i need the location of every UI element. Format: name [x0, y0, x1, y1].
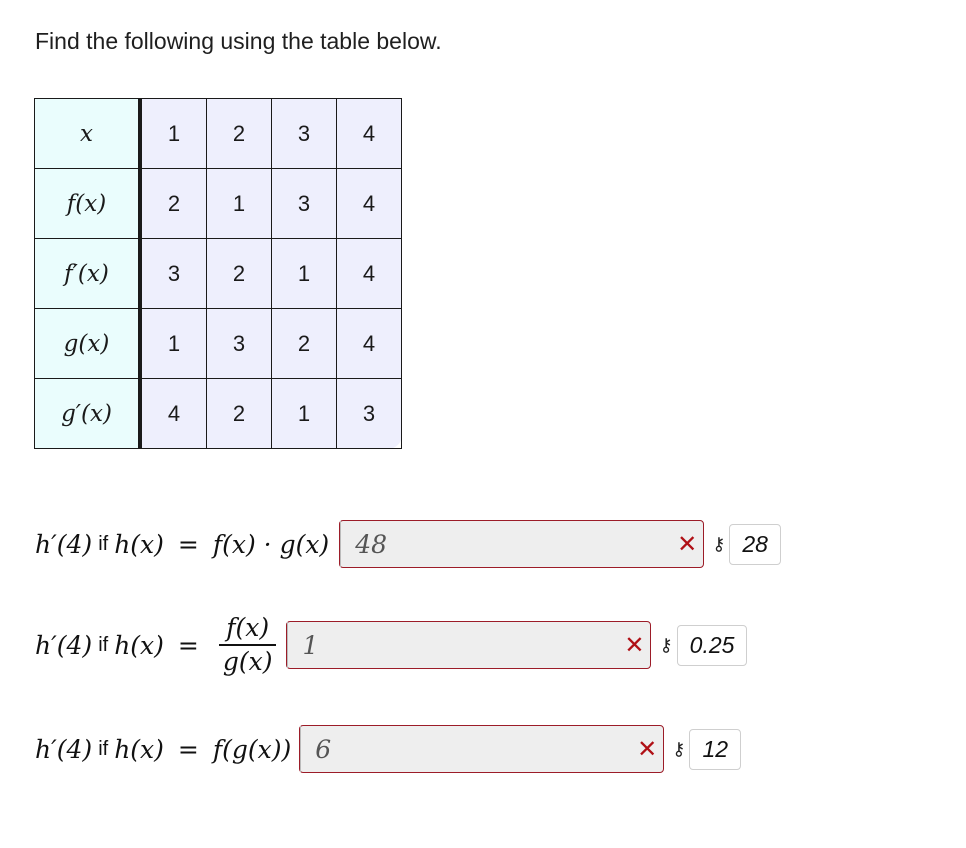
row-label-fprime: f′(x) — [35, 239, 141, 309]
incorrect-x-icon: ✕ — [624, 631, 645, 659]
table-cell: 4 — [337, 309, 402, 379]
q1-hx: h(x) — [114, 529, 164, 559]
row-label-g: g(x) — [35, 309, 141, 379]
table-row — [35, 169, 402, 239]
q2-answer-value: 1 — [287, 622, 318, 668]
table-cell: 4 — [337, 99, 402, 169]
incorrect-x-icon: ✕ — [677, 530, 698, 558]
q1-rhs: f(x) · g(x) — [212, 529, 330, 559]
q3-answer-field[interactable] — [299, 725, 664, 773]
table-cell: 1 — [272, 239, 337, 309]
table-cell: 1 — [140, 309, 207, 379]
table-cell: 2 — [207, 99, 272, 169]
table-cell: 1 — [140, 99, 207, 169]
question-3 — [35, 725, 741, 773]
q2-if: if — [98, 633, 109, 656]
q3-correct-answer: 12 — [689, 729, 741, 770]
table-cell: 2 — [207, 239, 272, 309]
table-row — [35, 309, 402, 379]
q1-if: if — [98, 532, 109, 555]
q3-equals: = — [177, 734, 199, 764]
question-1 — [35, 520, 781, 568]
q2-fraction — [219, 612, 277, 678]
q1-lhs: h′(4) — [35, 529, 93, 559]
table-cell: 3 — [207, 309, 272, 379]
table-cell: 1 — [272, 379, 337, 449]
row-label-x: x — [35, 99, 141, 169]
q3-lhs: h′(4) — [35, 734, 93, 764]
table-cell: 4 — [337, 169, 402, 239]
table-cell: 3 — [337, 379, 402, 449]
key-icon[interactable]: ⚷ — [712, 533, 726, 555]
table-cell: 2 — [272, 309, 337, 379]
q2-correct-answer: 0.25 — [677, 625, 748, 666]
table-cell: 3 — [272, 99, 337, 169]
question-2 — [35, 612, 747, 678]
table-row — [35, 379, 402, 449]
row-label-f: f(x) — [35, 169, 141, 239]
table-cell: 4 — [337, 239, 402, 309]
q2-hx: h(x) — [114, 630, 164, 660]
q2-lhs: h′(4) — [35, 630, 93, 660]
row-label-gprime: g′(x) — [35, 379, 141, 449]
q2-answer-field[interactable] — [286, 621, 651, 669]
table-cell: 3 — [140, 239, 207, 309]
key-icon[interactable]: ⚷ — [659, 634, 673, 656]
q3-rhs: f(g(x)) — [212, 734, 292, 764]
table-cell: 2 — [207, 379, 272, 449]
q2-numerator: f(x) — [226, 613, 270, 642]
q2-denominator: g(x) — [222, 647, 273, 676]
q3-hx: h(x) — [114, 734, 164, 764]
q3-if: if — [98, 737, 109, 760]
prompt-text: Find the following using the table below. — [35, 28, 442, 54]
q1-answer-field[interactable] — [339, 520, 704, 568]
key-icon[interactable]: ⚷ — [672, 738, 686, 760]
q1-equals: = — [177, 529, 199, 559]
table-cell: 4 — [140, 379, 207, 449]
q3-answer-value: 6 — [300, 726, 331, 772]
table-cell: 3 — [272, 169, 337, 239]
incorrect-x-icon: ✕ — [637, 735, 658, 763]
q1-correct-answer: 28 — [729, 524, 781, 565]
q2-equals: = — [177, 630, 199, 660]
values-table — [34, 98, 402, 449]
table-row — [35, 239, 402, 309]
table-cell: 1 — [207, 169, 272, 239]
table-cell: 2 — [140, 169, 207, 239]
table-row — [35, 99, 402, 169]
q1-answer-value: 48 — [340, 521, 387, 567]
